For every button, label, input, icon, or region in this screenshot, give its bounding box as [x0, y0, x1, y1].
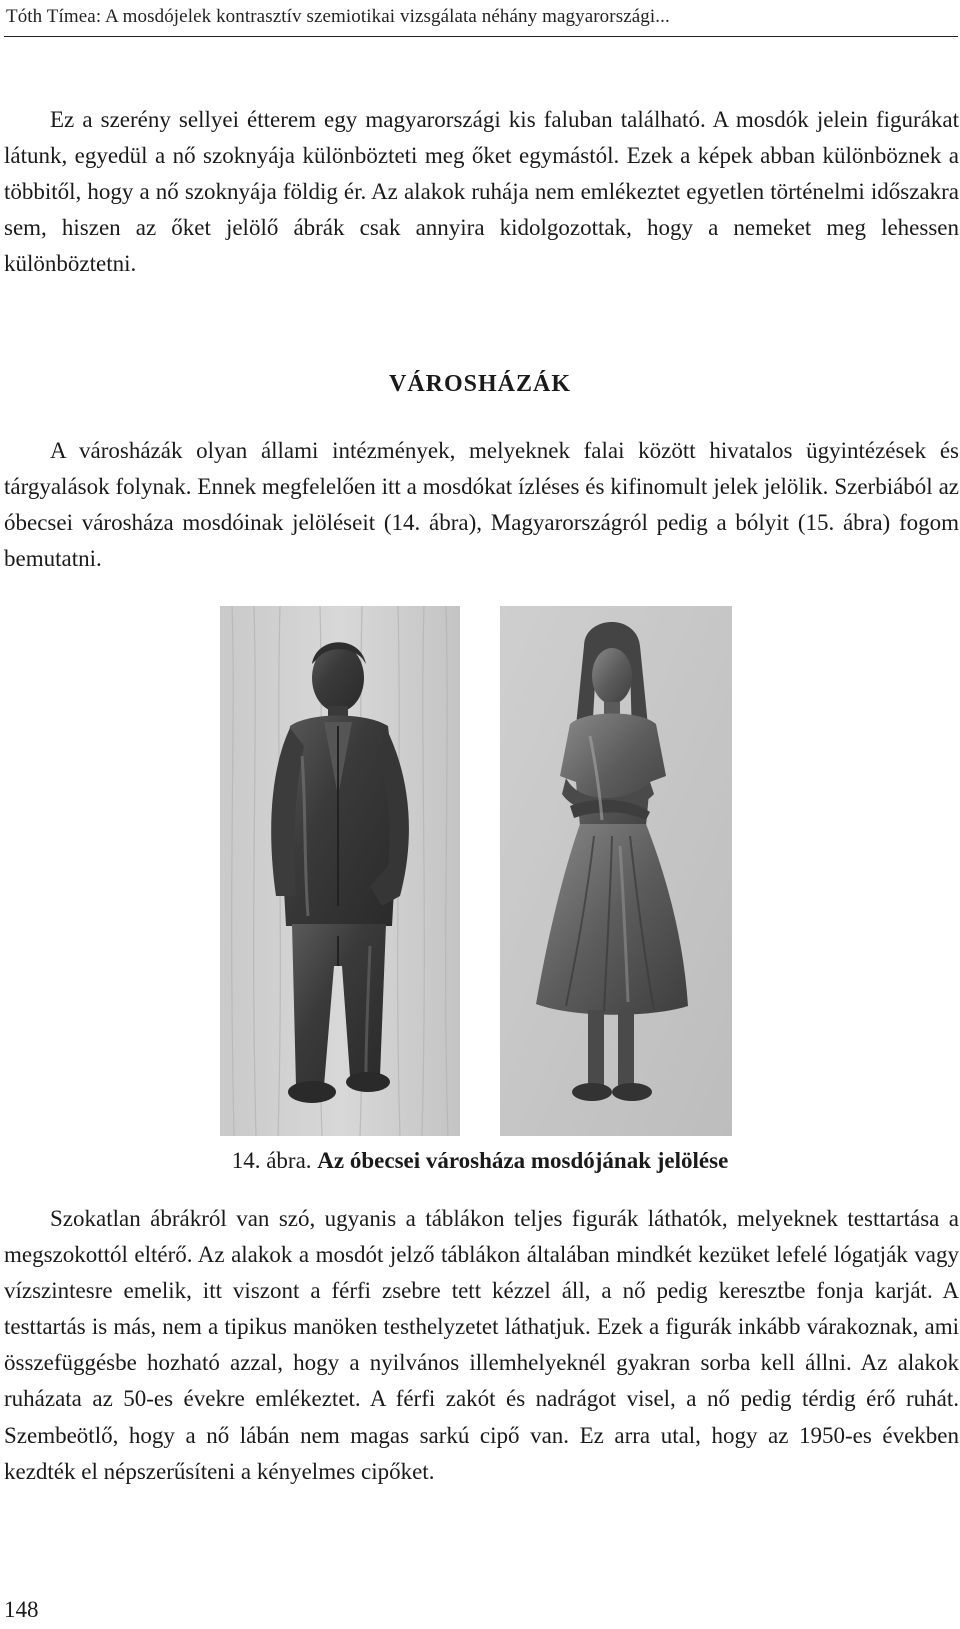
- figure-caption: [0, 1148, 960, 1174]
- header-rule: [4, 36, 958, 37]
- body-paragraph-3: Szokatlan ábrákról van szó, ugyanis a táblákon teljes figurák láthatók, melyeknek testtartása a megszokottól eltérő. Az alakok a mosdót jelző táblákon általában mindkét kezüket lefelé lógatják vagy vízszintesre emelik, itt viszont a férfi zsebre tett kézzel áll, a nő pedig keresztbe fonja karját. A testtartás is más, nem a tipikus manöken testhelyzetet láthatjuk. Ezek a figurák inkább várakoznak, ami összefüggésbe hozható azzal, hogy a nyilvános illemhelyeknél gyakran sorba kell állni. Az alakok ruházata az 50-es évekre emlékeztet. A férfi zakót és nadrágot visel, a nő pedig térdig érő ruhát. Szembeötlő, hogy a nő lábán nem magas sarkú cipő van. Ez arra utal, hogy az 1950-es években kezdték el népszerűsíteni a kényelmes cipőket.: [4, 1206, 959, 1484]
- figure-photo-male-sign: [220, 606, 460, 1136]
- section-heading: VÁROSHÁZÁK: [388, 371, 572, 397]
- body-paragraph-1: Ez a szerény sellyei étterem egy magyarországi kis faluban található. A mosdók jelein figurákat látunk, egyedül a nő szoknyája különbözteti meg őket egymástól. Ezek a képek abban különböznek a többitől, hogy a nő szoknyája földig ér. Az alakok ruhája nem emlékeztet egyetlen történelmi időszakra sem, hiszen az őket jelölő ábrák csak annyira kidolgozottak, hogy a nemeket meg lehessen különböztetni.: [4, 107, 959, 277]
- body-paragraph-2: A városházák olyan állami intézmények, melyeknek falai között hivatalos ügyintézések és tárgyalások folynak. Ennek megfelelően itt a mosdókat ízléses és kifinomult jelek jelölik. Szerbiából az óbecsei városháza mosdóinak jelöléseit (14. ábra), Magyarországról pedig a bólyit (15. ábra) fogom bemutatni.: [4, 438, 959, 572]
- figure-caption-title: Az óbecsei városháza mosdójának jelölése: [317, 1148, 729, 1173]
- running-header: Tóth Tímea: A mosdójelek kontrasztív szemiotikai vizsgálata néhány magyarországi...: [6, 6, 670, 27]
- male-figure-illustration: [220, 606, 460, 1136]
- figure-caption-number: 14. ábra.: [231, 1148, 312, 1173]
- figure-photo-female-sign: [500, 606, 732, 1136]
- page-number: 148: [4, 1597, 39, 1622]
- female-figure-illustration: [500, 606, 732, 1136]
